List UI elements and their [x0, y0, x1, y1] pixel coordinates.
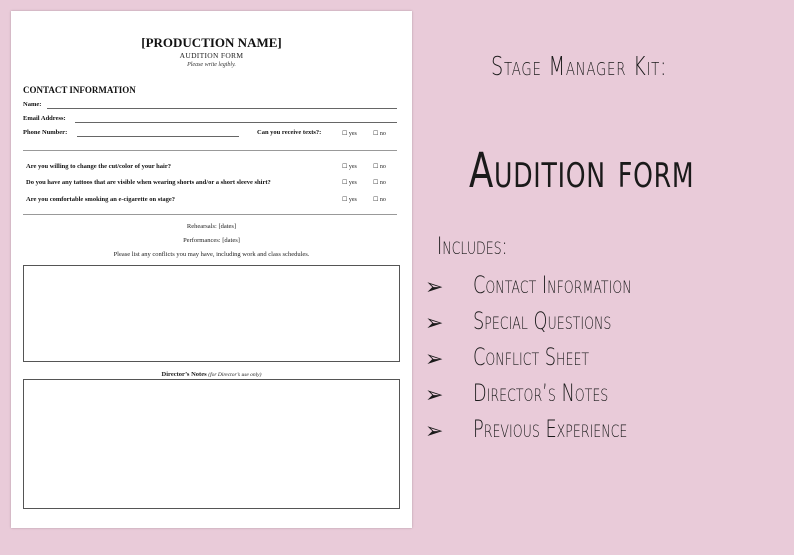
hair-no-checkbox[interactable]: ☐ no: [373, 164, 386, 170]
phone-field[interactable]: [77, 136, 239, 137]
question-ecigarette: Are you comfortable smoking an e-cigarette on stage?: [26, 196, 176, 203]
arrow-bullet-icon: ➢: [425, 275, 444, 300]
phone-label: Phone Number:: [23, 129, 68, 136]
audition-form-heading: Audition form: [469, 143, 695, 199]
list-item-label: Conflict Sheet: [473, 343, 590, 371]
ecig-yes-checkbox[interactable]: ☐ yes: [342, 197, 357, 203]
contact-heading: CONTACT INFORMATION: [23, 85, 136, 95]
directors-notes-heading: [11, 371, 412, 378]
question-tattoos: Do you have any tattoos that are visible when wearing shorts and/or a short sleeve shirt?: [26, 179, 271, 186]
list-item: [425, 379, 785, 413]
kit-title: Stage Manager Kit:: [491, 52, 668, 82]
tattoos-no-checkbox[interactable]: ☐ no: [373, 180, 386, 186]
list-item: [425, 415, 785, 449]
name-field[interactable]: [47, 108, 397, 109]
list-item-label: Director’s Notes: [473, 379, 609, 407]
directors-notes-label: Director’s Notes: [161, 371, 207, 378]
arrow-bullet-icon: ➢: [425, 419, 444, 444]
audition-form-sheet: [11, 11, 412, 528]
production-name-title: [PRODUCTION NAME]: [141, 35, 282, 50]
conflicts-prompt: Please list any conflicts you may have, including work and class schedules.: [113, 251, 310, 258]
legibility-note: Please write legibly.: [187, 62, 236, 68]
directors-notes-note: (for Director’s use only): [208, 372, 262, 378]
question-hair: Are you willing to change the cut/color of your hair?: [26, 163, 171, 170]
includes-label: Includes:: [437, 232, 508, 260]
list-item: [425, 307, 785, 341]
list-item-label: Special Questions: [473, 307, 612, 335]
hair-yes-checkbox[interactable]: ☐ yes: [342, 164, 357, 170]
promo-panel: [425, 0, 794, 555]
conflicts-box[interactable]: [23, 265, 400, 362]
name-label: Name:: [23, 101, 42, 108]
list-item-label: Contact Information: [473, 271, 632, 299]
email-label: Email Address:: [23, 115, 66, 122]
form-subtitle: AUDITION FORM: [179, 51, 244, 60]
texts-yes-checkbox[interactable]: ☐ yes: [342, 131, 357, 137]
divider: [23, 214, 397, 215]
arrow-bullet-icon: ➢: [425, 347, 444, 372]
arrow-bullet-icon: ➢: [425, 383, 444, 408]
list-item: [425, 343, 785, 377]
ecig-no-checkbox[interactable]: ☐ no: [373, 197, 386, 203]
texts-no-checkbox[interactable]: ☐ no: [373, 131, 386, 137]
directors-notes-box[interactable]: [23, 379, 400, 509]
tattoos-yes-checkbox[interactable]: ☐ yes: [342, 180, 357, 186]
divider: [23, 150, 397, 151]
list-item-label: Previous Experience: [473, 415, 628, 443]
texts-question: Can you receive texts?:: [257, 129, 322, 136]
performances-dates: Performances: [dates]: [183, 237, 240, 244]
rehearsals-dates: Rehearsals: [dates]: [186, 223, 237, 230]
arrow-bullet-icon: ➢: [425, 311, 444, 336]
email-field[interactable]: [75, 122, 397, 123]
list-item: [425, 271, 785, 305]
